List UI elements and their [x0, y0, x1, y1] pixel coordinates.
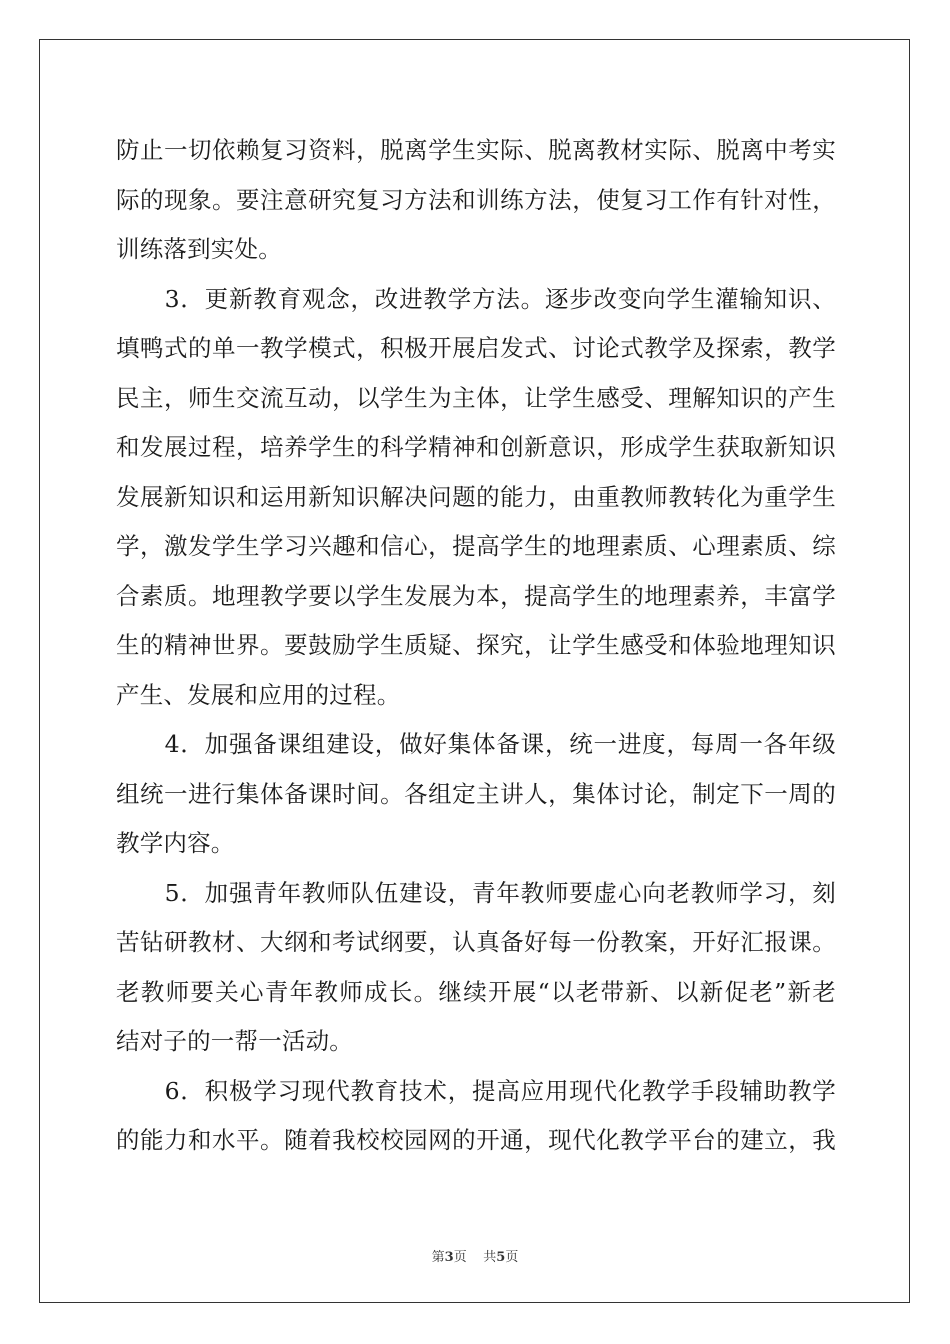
text-line: 防止一切依赖复习资料，脱离学生实际、脱离教材实际、脱离中考实	[116, 136, 836, 164]
text-line: 生的精神世界。要鼓励学生质疑、探究，让学生感受和体验地理知识	[116, 631, 836, 659]
text-line: 合素质。地理教学要以学生发展为本，提高学生的地理素养，丰富学	[116, 581, 836, 610]
text-line: 3．更新教育观念，改进教学方法。逐步改变向学生灌输知识、	[116, 284, 836, 313]
text-line: 教学内容。	[116, 829, 235, 857]
text-line: 学，激发学生学习兴趣和信心，提高学生的地理素质、心理素质、综	[116, 532, 836, 560]
text-line: 填鸭式的单一教学模式，积极开展启发式、讨论式教学及探索，教学	[116, 334, 836, 362]
text-line: 4．加强备课组建设，做好集体备课，统一进度，每周一各年级	[116, 730, 836, 758]
total-prefix: 共	[483, 1250, 497, 1265]
text-line: 6．积极学习现代教育技术，提高应用现代化教学手段辅助教学	[116, 1076, 836, 1105]
text-line: 发展新知识和运用新知识解决问题的能力，由重教师教转化为重学生	[116, 482, 836, 511]
page-footer	[0, 1246, 950, 1265]
text-line: 训练落到实处。	[116, 235, 282, 263]
page-suffix: 页	[453, 1250, 467, 1265]
text-line: 际的现象。要注意研究复习方法和训练方法，使复习工作有针对性，	[116, 185, 836, 214]
text-line: 组统一进行集体备课时间。各组定主讲人，集体讨论，制定下一周的	[116, 779, 836, 808]
text-line: 结对子的一帮一活动。	[116, 1027, 353, 1055]
text-line: 5．加强青年教师队伍建设，青年教师要虚心向老教师学习，刻	[116, 878, 836, 907]
text-line: 老教师要关心青年教师成长。继续开展“以老带新、以新促老”新老	[116, 977, 836, 1006]
text-line: 的能力和水平。随着我校校园网的开通，现代化教学平台的建立，我	[116, 1126, 836, 1154]
total-pages: 5	[496, 1250, 506, 1265]
text-line: 苦钻研教材、大纲和考试纲要，认真备好每一份教案，开好汇报课。	[116, 928, 836, 956]
document-body	[116, 126, 836, 1166]
text-line: 产生、发展和应用的过程。	[116, 680, 401, 709]
page-number: 3	[444, 1250, 454, 1265]
text-line: 和发展过程，培养学生的科学精神和创新意识，形成学生获取新知识	[116, 433, 836, 461]
text-line: 民主，师生交流互动，以学生为主体，让学生感受、理解知识的产生	[116, 383, 836, 412]
total-suffix: 页	[505, 1250, 519, 1265]
page-prefix: 第	[431, 1250, 445, 1265]
